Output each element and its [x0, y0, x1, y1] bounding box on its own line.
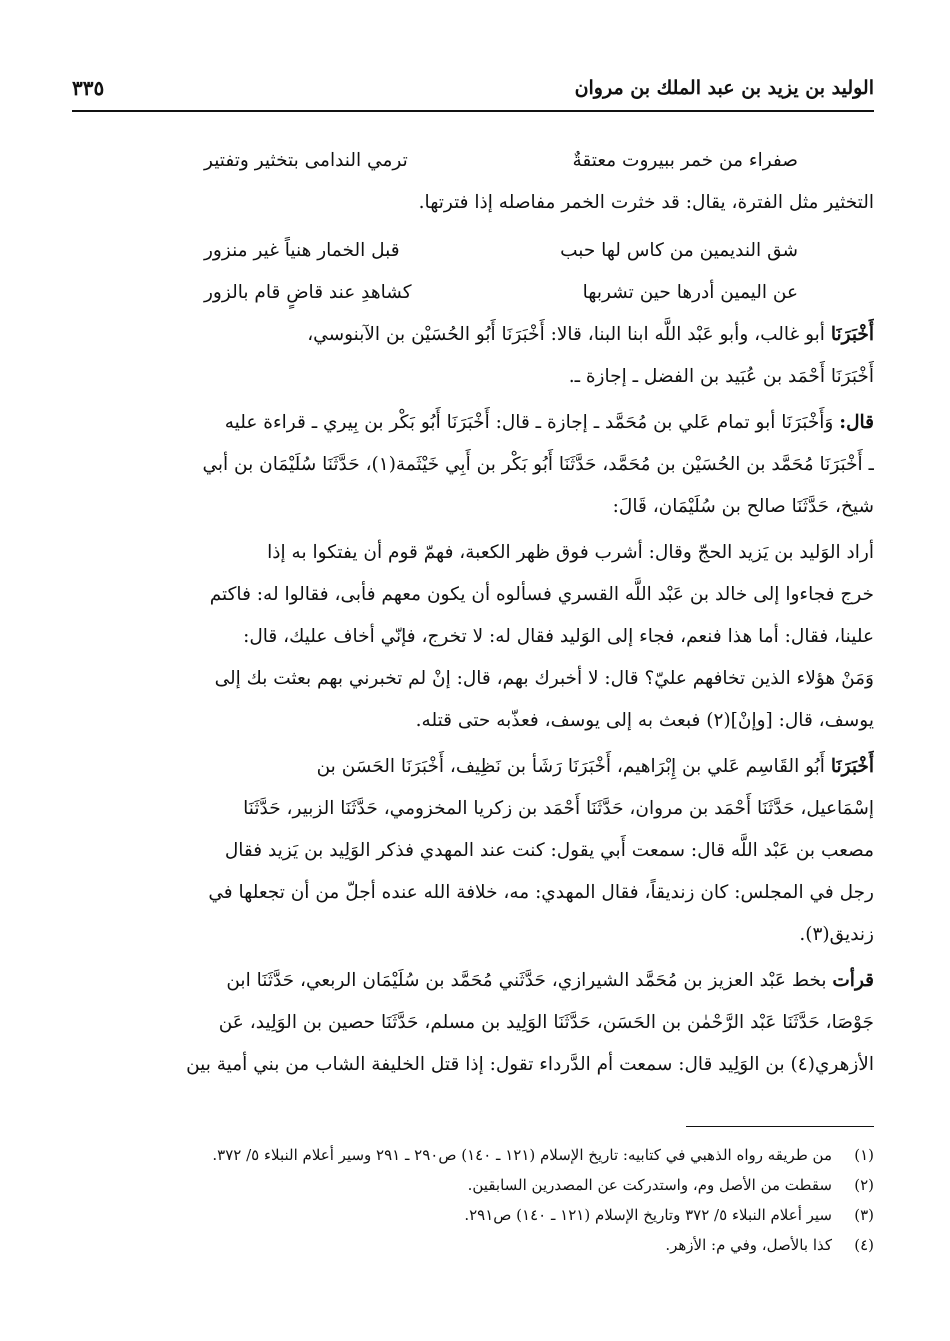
text-line: أراد الوَليد بن يَزيد الحجّ وقال: أشرب فوق ظهر الكعبة، فهمّ قوم أن يفتكوا به إذا [267, 542, 874, 563]
text-line: شيخ، حَدَّثَنَا صالح بن سُلَيْمَان، قَالَ: [612, 496, 874, 517]
text-line: رجل في المجلس: كان زنديقاً، فقال المهدي: مه، خلافة الله عنده أجلّ من أن تجعلها في [208, 882, 874, 903]
paragraph-1 [72, 314, 874, 398]
lead-word: أَخْبَرَنَا [830, 324, 874, 345]
footnote [72, 1200, 874, 1230]
verse-line [72, 230, 874, 272]
verse-hemistich-left: قبل الخمار هنياً غير منزور [204, 240, 400, 261]
footnote-text: كذا بالأصل، وفي م: الأزهر. [665, 1236, 832, 1254]
footnote-number: (٢) [854, 1176, 874, 1194]
verse-line [72, 140, 874, 182]
lead-word: قال: [839, 412, 874, 433]
text-line: خرج فجاءوا إلى خالد بن عَبْد اللَّه القسري فسألوه أن يكون معهم فأبى، فقالوا له: فاكتم [209, 584, 874, 605]
footnote-number: (٣) [854, 1206, 874, 1224]
main-text [72, 140, 874, 1086]
paragraph-2 [72, 402, 874, 528]
text-line: أَخْبَرَنَا أَحْمَد بن عُبَيد بن الفضل ـ إجازة ـ. [568, 366, 874, 387]
text-line: علينا، فقال: أما هذا فنعم، فجاء إلى الوَليد فقال له: لا تخرج، فإنّي أخاف عليك، قال: [243, 626, 874, 647]
verse-hemistich-right: عن اليمين أدرها حين تشربها [582, 282, 798, 303]
text-line: زنديق(٣). [799, 924, 874, 945]
footnote-text: سير أعلام النبلاء ٥/ ٣٧٢ وتاريخ الإسلام (١٢١ ـ ١٤٠) ص٢٩١. [464, 1206, 832, 1224]
paragraph-3 [72, 532, 874, 742]
footnote-number: (٤) [854, 1236, 874, 1254]
footnote-text: من طريقه رواه الذهبي في كتابيه: تاريخ الإسلام (١٢١ ـ ١٤٠) ص٢٩٠ ـ ٢٩١ وسير أعلام النبلاء ٥/ ٣٧٢. [212, 1146, 832, 1164]
footnote-separator [686, 1126, 874, 1127]
footnote [72, 1140, 874, 1170]
verse-hemistich-left: ترمي الندامى بتخثير وتفتير [204, 150, 408, 171]
paragraph-5 [72, 960, 874, 1086]
footnote-text: سقطت من الأصل وم، واستدركت عن المصدرين السابقين. [467, 1176, 832, 1194]
text-line: وَأَخْبَرَنَا أبو تمام عَلي بن مُحَمَّد ـ إجازة ـ قال: أَخْبَرَنَا أَبُو بَكْر بن بِيري ـ قراءة عليه [224, 412, 834, 433]
text-line: أبو غالب، وأبو عَبْد اللَّه ابنا البنا، قالا: أَخْبَرَنَا أَبُو الحُسَيْن بن الآبنوسي، [307, 324, 825, 345]
verse-hemistich-left: كشاهدِ عند قاضٍ قام بالزور [204, 282, 412, 303]
lead-word: قرأت [832, 970, 874, 991]
footnotes [72, 1140, 874, 1260]
text-line: جَوْصَا، حَدَّثَنَا عَبْد الرَّحْمٰن بن الحَسَن، حَدَّثَنَا الوَلِيد بن مسلم، حَدَّثَنَا حصين بن الوَلِيد، عَن [218, 1012, 874, 1033]
text-line: إسْمَاعيل، حَدَّثَنَا أَحْمَد بن مروان، حَدَّثَنَا أَحْمَد بن زكريا المخزومي، حَدَّثَنَا الزبير، حَدَّثَنَا [243, 798, 874, 819]
text-line: الأزهري(٤) بن الوَلِيد قال: سمعت أم الدَّرداء تقول: إذا قتل الخليفة الشاب من بني أمية بين [186, 1054, 874, 1075]
text-line: يوسف، قال: [وإنْ](٢) فبعث به إلى يوسف، فعذّبه حتى قتله. [415, 710, 874, 731]
footnote [72, 1230, 874, 1260]
running-header [72, 66, 874, 112]
verse-hemistich-right: صفراء من خمر ببيروت معتقةٌ [572, 150, 798, 171]
text-line: بخط عَبْد العزيز بن مُحَمَّد الشيرازي، حَدَّثَني مُحَمَّد بن سُلَيْمَان الربعي، حَدَّثَنَا ابن [226, 970, 827, 991]
verse-hemistich-right: شق النديمين من كاس لها حبب [560, 240, 798, 261]
gloss-text: التخثير مثل الفترة، يقال: قد خثرت الخمر مفاصله إذا فترتها. [418, 192, 874, 213]
verse-line [72, 272, 874, 314]
chapter-title: الوليد بن يزيد بن عبد الملك بن مروان [574, 77, 874, 99]
footnote-number: (١) [854, 1146, 874, 1164]
text-line: وَمَنْ هؤلاء الذين تخافهم عليّ؟ قال: لا أخبرك بهم، قال: إنْ لم تخبرني بهم بعثت بك إلى [214, 668, 874, 689]
footnote [72, 1170, 874, 1200]
text-line: ـ أَخْبَرَنَا مُحَمَّد بن الحُسَيْن بن مُحَمَّد، حَدَّثَنَا أَبُو بَكْر بن أَبِي خَيْثَمة(١)، حَدَّثَنَا سُلَيْمَان بن أبي [202, 454, 874, 475]
text-line: أَبُو القَاسِم عَلي بن إِبْرَاهيم، أَخْبَرَنَا رَشَأ بن نَظِيف، أَخْبَرَنَا الحَسَن بن [316, 756, 825, 777]
paragraph-4 [72, 746, 874, 956]
lead-word: أَخْبَرَنَا [830, 756, 874, 777]
page-number: ٣٣٥ [72, 76, 105, 100]
text-line: مصعب بن عَبْد اللَّه قال: سمعت أَبي يقول: كنت عند المهدي فذكر الوَلِيد بن يَزيد فقال [224, 840, 874, 861]
